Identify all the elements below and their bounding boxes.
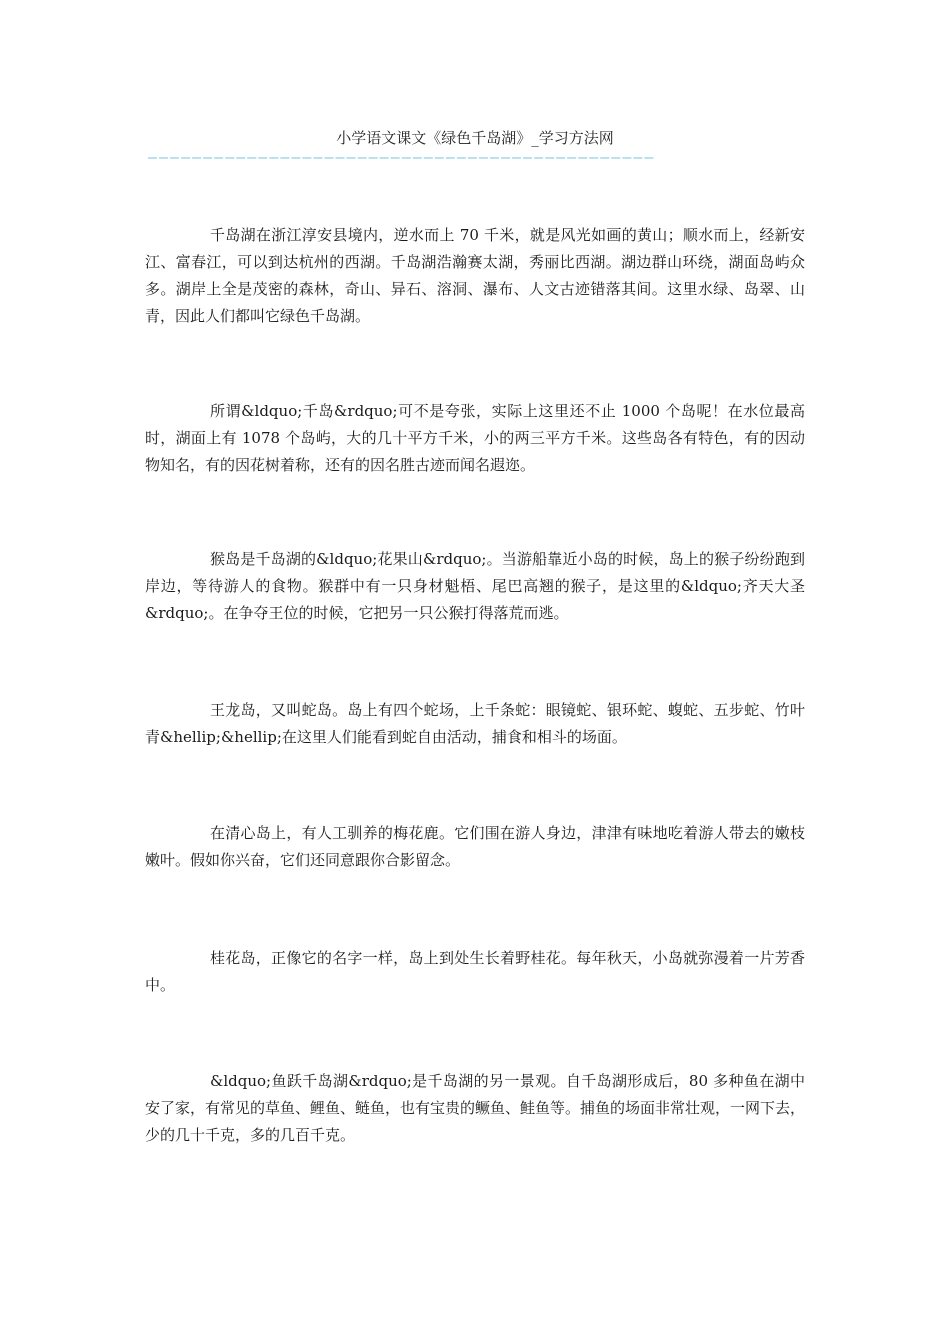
page-title: 小学语文课文《绿色千岛湖》_学习方法网 — [336, 129, 614, 147]
paragraph-deer-island: 在清心岛上，有人工驯养的梅花鹿。它们围在游人身边，津津有味地吃着游人带去的嫩枝嫩叶。假如你兴奋，它们还同意跟你合影留念。 — [145, 824, 805, 869]
paragraph-snake-island: 王龙岛，又叫蛇岛。岛上有四个蛇场，上千条蛇：眼镜蛇、银环蛇、蝮蛇、五步蛇、竹叶青&hellip;&hellip;在这里人们能看到蛇自由活动，捕食和相斗的场面。 — [145, 701, 805, 746]
paragraph-osmanthus-island: 桂花岛，正像它的名字一样，岛上到处生长着野桂花。每年秋天，小岛就弥漫着一片芳香中。 — [145, 949, 805, 994]
paragraph-intro: 千岛湖在浙江淳安县境内，逆水而上 70 千米，就是风光如画的黄山；顺水而上，经新安江、富春江，可以到达杭州的西湖。千岛湖浩瀚赛太湖，秀丽比西湖。湖边群山环绕，湖面岛屿众多。湖岸上全是茂密的森林，奇山、异石、溶洞、瀑布、人文古迹错落其间。这里水绿、岛翠、山青，因此人们都叫它绿色千岛湖。 — [145, 226, 805, 325]
paragraph-monkey-island: 猴岛是千岛湖的&ldquo;花果山&rdquo;。当游船靠近小岛的时候，岛上的猴子纷纷跑到岸边，等待游人的食物。猴群中有一只身材魁梧、尾巴高翘的猴子，是这里的&ldquo;齐天大圣&rdquo;。在争夺王位的时候，它把另一只公猴打得落荒而逃。 — [145, 550, 805, 622]
header-divider: —————————————————————————————————————————————— — [148, 150, 656, 164]
paragraph-islands-count: 所谓&ldquo;千岛&rdquo;可不是夸张，实际上这里还不止 1000 个岛呢！在水位最高时，湖面上有 1078 个岛屿，大的几十平方千米，小的两三平方千米。这些岛各有特色，有的因动物知名，有的因花树着称，还有的因名胜古迹而闻名遐迩。 — [145, 402, 805, 474]
paragraph-fish-leaping: &ldquo;鱼跃千岛湖&rdquo;是千岛湖的另一景观。自千岛湖形成后，80 多种鱼在湖中安了家，有常见的草鱼、鲤鱼、鲢鱼，也有宝贵的鳜鱼、鲑鱼等。捕鱼的场面非常壮观，一网下去，少的几十千克，多的几百千克。 — [145, 1072, 806, 1144]
